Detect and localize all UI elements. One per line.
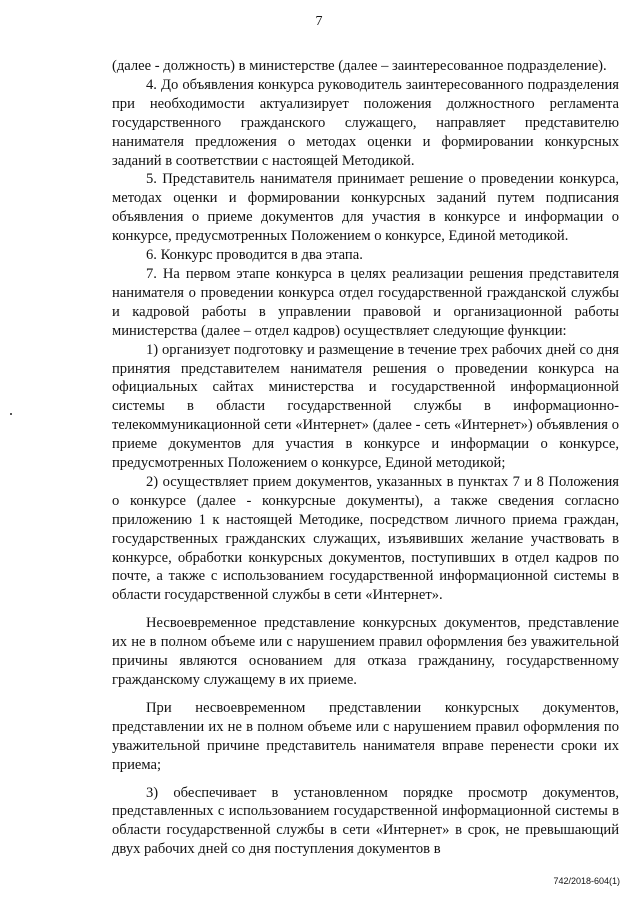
paragraph-continuation: (далее - должность) в министерстве (далее – заинтересованное подразделение).: [112, 58, 607, 74]
paragraph-item-4: 4. До объявления конкурса руководитель заинтересованного подразделения при необходимости актуализирует положения должностного регламента государственного гражданского служащего, направляет представителю нанимателя предложения о методах оценки и формировании конкурсных заданий в соответствии с настоящей Методикой.: [112, 76, 619, 169]
paragraph-item-7: 7. На первом этапе конкурса в целях реализации решения представителя нанимателя о проведении конкурса отдел государственной гражданской службы и кадровой работы в управлении правовой и организационной работы министерства (далее – отдел кадров) осуществляет следующие функции:: [112, 265, 619, 339]
document-code: 742/2018-604(1): [553, 876, 620, 886]
subitem-1: 1) организует подготовку и размещение в течение трех рабочих дней со дня принятия представителем нанимателя решения о проведении конкурса на официальных сайтах министерства и государственной информационной системы в области государственной службы в информационно-телекоммуникационной сети «Интернет» (далее - сеть «Интернет») объявления о приеме документов для участия в конкурсе и информации о конкурсе, предусмотренных Положением о конкурсе, Единой методикой;: [112, 341, 619, 472]
paragraph-item-6: 6. Конкурс проводится в два этапа.: [146, 247, 363, 264]
paragraph-item-5: 5. Представитель нанимателя принимает решение о проведении конкурса, методах оценки и формировании конкурсных заданий путем подписания объявления о приеме документов для участия в конкурсе и информации о конкурсе, предусмотренных Положением о конкурсе, Единой методикой.: [112, 171, 619, 245]
page-number: 7: [315, 14, 323, 29]
paragraph-late-submission: Несвоевременное представление конкурсных документов, представление их не в полном объеме или с нарушением правил оформления без уважительной причины являются основанием для отказа гражданину, государственному гражданскому служащему в их приеме.: [112, 615, 619, 688]
subitem-3: 3) обеспечивает в установленном порядке просмотр документов, представленных с использованием государственной информационной системы в области государственной службы в сети «Интернет» в срок, не превышающий двух рабочих дней со дня поступления документов в: [112, 784, 619, 858]
scan-dot: [10, 413, 12, 415]
paragraph-valid-reason: При несвоевременном представлении конкурсных документов, представлении их не в полном объеме или с нарушением правил оформления по уважительной причине представитель нанимателя вправе перенести сроки их приема;: [112, 699, 619, 773]
subitem-2: 2) осуществляет прием документов, указанных в пунктах 7 и 8 Положения о конкурсе (далее - конкурсные документы), а также сведения согласно приложению 1 к настоящей Методике, посредством личного приема граждан, государственных гражданских служащих, изъявивших желание участвовать в конкурсе, обработки конкурсных документов, поступивших в отдел кадров по почте, а также с использованием государственной информационной системы в области государственной службы в сети «Интернет».: [112, 473, 619, 604]
document-body: [112, 57, 619, 859]
